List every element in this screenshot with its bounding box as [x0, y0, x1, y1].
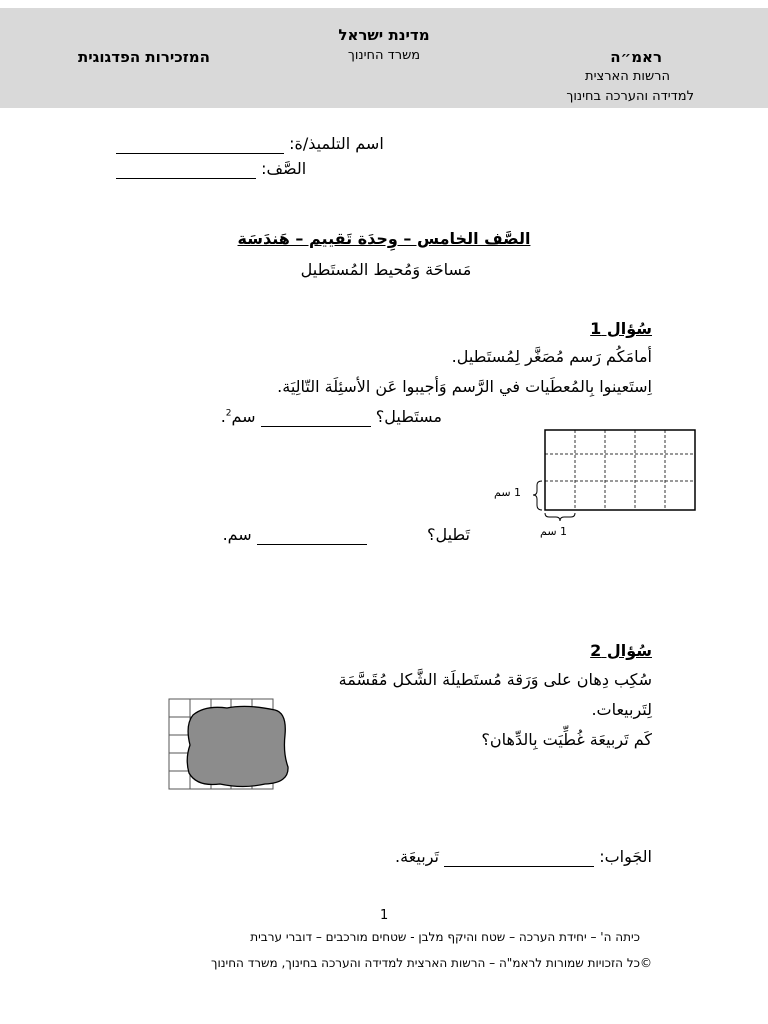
rama-title: ראמ״ה: [610, 48, 662, 66]
q2-answer-field[interactable]: [444, 847, 594, 867]
footer-line1: כיתה ה' – יחידת הערכה – שטח והיקף מלבן - שטחים מורכבים – דוברי ערבית: [250, 930, 640, 944]
q1-part-b-question: تَطيل؟: [426, 525, 470, 544]
student-name-label: اسم التلميذ/ة:: [289, 134, 384, 153]
rectangle-outline: [545, 430, 695, 510]
grid-lines: [545, 430, 695, 510]
ministry-name: משרד החינוך: [347, 48, 421, 63]
student-name-row: [116, 134, 384, 154]
q1-part-a-question: مستَطيل؟: [375, 407, 442, 426]
page-title: الصَّف الخامس – وِحدَة تَقييم – هَندَسَة: [237, 229, 531, 248]
student-class-field[interactable]: [116, 159, 256, 179]
q2-answer-row: [395, 847, 652, 867]
q1-heading: سُؤال 1: [590, 319, 652, 338]
paint-spill-figure: [165, 695, 295, 795]
grid-bottom-label: 1 سم: [540, 525, 568, 538]
document-header: [0, 8, 768, 108]
q2-heading: سُؤال 2: [590, 641, 652, 660]
q2-line3: كَم تَربيعَة غُطِّيَت بِالدِّهان؟: [481, 730, 652, 749]
q2-answer-label: الجَواب:: [599, 847, 652, 866]
side-brace: [533, 481, 542, 510]
student-name-field[interactable]: [116, 134, 284, 154]
pedagogical-secretariat: המזכירות הפדגוגית: [78, 48, 210, 66]
q2-line2: لِتَربيعات.: [591, 700, 652, 719]
rama-line2: למדידה והערכה בחינוך: [566, 89, 694, 104]
state-name: מדינת ישראל: [338, 26, 430, 44]
rama-line1: הרשות הארצית: [585, 69, 670, 84]
q1-line1: أمامَكُم رَسم مُصَغَّر لِمُستَطيل.: [451, 347, 652, 366]
q1-line2: اِستَعينوا بِالمُعطَيات في الرَّسم وَأجيبوا عَن الأسئِلَة التّالِيَة.: [277, 377, 652, 396]
student-class-row: [116, 159, 306, 179]
bottom-brace: [545, 513, 575, 521]
q2-line1: سُكِب دِهان على وَرَقة مُستَطيلَة الشَّكل مُقَسَّمَة: [338, 670, 652, 689]
q1-part-b-answer[interactable]: [257, 525, 367, 545]
q1-part-b-unit: سم.: [222, 525, 252, 544]
q1-part-a-answer[interactable]: [261, 407, 371, 427]
q1-part-b: [223, 525, 470, 545]
q2-answer-unit: تَربيعَة.: [395, 847, 439, 866]
q1-part-a-unit-exponent: 2: [225, 408, 232, 419]
paint-spill-shape: [187, 706, 288, 786]
page-subtitle: مَساحَة وَمُحيط المُستَطيل: [300, 260, 472, 279]
q1-part-a: مستَطيل؟ سم$^2$.: [220, 407, 442, 426]
rectangle-grid-figure: [490, 425, 705, 545]
grid-side-label: 1 سم: [494, 486, 522, 499]
page-number: 1: [380, 908, 389, 923]
footer-line2: ©כל הזכויות שמורות לראמ"ה – הרשות הארצית למדידה והערכה בחינוך, משרד החינוך: [211, 956, 652, 970]
q1-part-a-unit: سم: [231, 407, 256, 426]
student-class-label: الصَّف:: [261, 159, 307, 178]
